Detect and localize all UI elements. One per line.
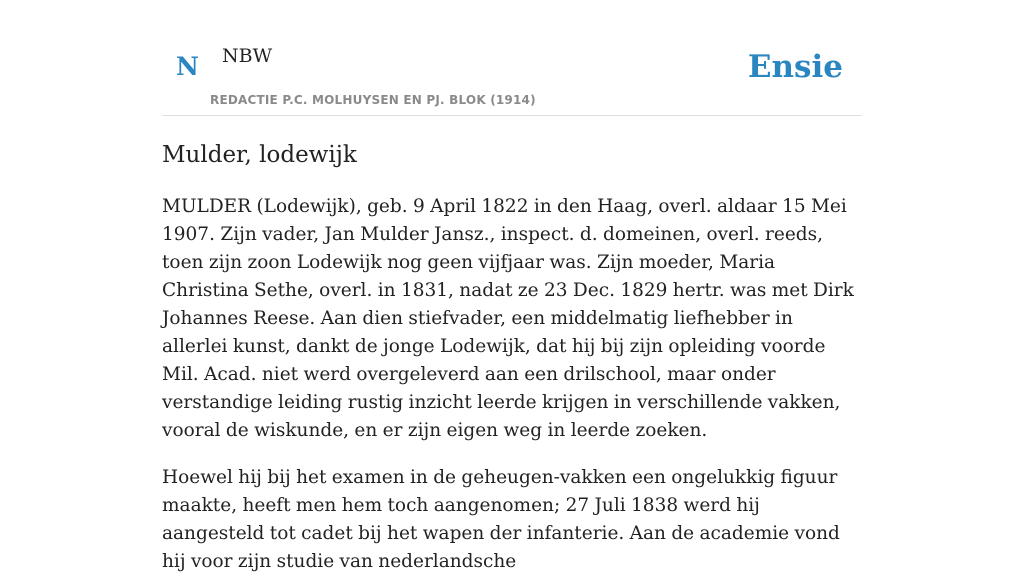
source-editors: REDACTIE P.C. MOLHUYSEN EN PJ. BLOK (1914) bbox=[210, 93, 536, 107]
page bbox=[162, 0, 862, 576]
source-name[interactable]: NBW bbox=[222, 45, 273, 67]
source-header bbox=[162, 0, 862, 116]
source-logo: N bbox=[176, 52, 199, 81]
ensie-logo-link[interactable]: Ensie bbox=[747, 49, 843, 85]
article-title: Mulder, lodewijk bbox=[162, 142, 357, 168]
article-paragraph: Hoewel hij bij het examen in de geheugen-vakken een ongelukkig figuur maakte, heeft men hem toch aangenomen; 27 Juli 1838 werd hij aangesteld tot cadet bij het wapen der infanterie. Aan de academie vond hij voor zijn studie van nederlandsche bbox=[162, 466, 840, 572]
article-paragraph: MULDER (Lodewijk), geb. 9 April 1822 in den Haag, overl. aldaar 15 Mei 1907. Zijn vader, Jan Mulder Jansz., inspect. d. domeinen, overl. reeds, toen zijn zoon Lodewijk nog geen vijfjaar was. Zijn moeder, Maria Christina Sethe, overl. in 1831, nadat ze 23 Dec. 1829 hertr. was met Dirk Johannes Reese. Aan dien stiefvader, een middelmatig liefhebber in allerlei kunst, dankt de jonge Lodewijk, dat hij bij zijn opleiding voorde Mil. Acad. niet werd overgeleverd aan een drilschool, maar onder verstandige leiding rustig inzicht leerde krijgen in verschillende vakken, vooral de wiskunde, en er zijn eigen weg in leerde zoeken. bbox=[162, 195, 854, 441]
